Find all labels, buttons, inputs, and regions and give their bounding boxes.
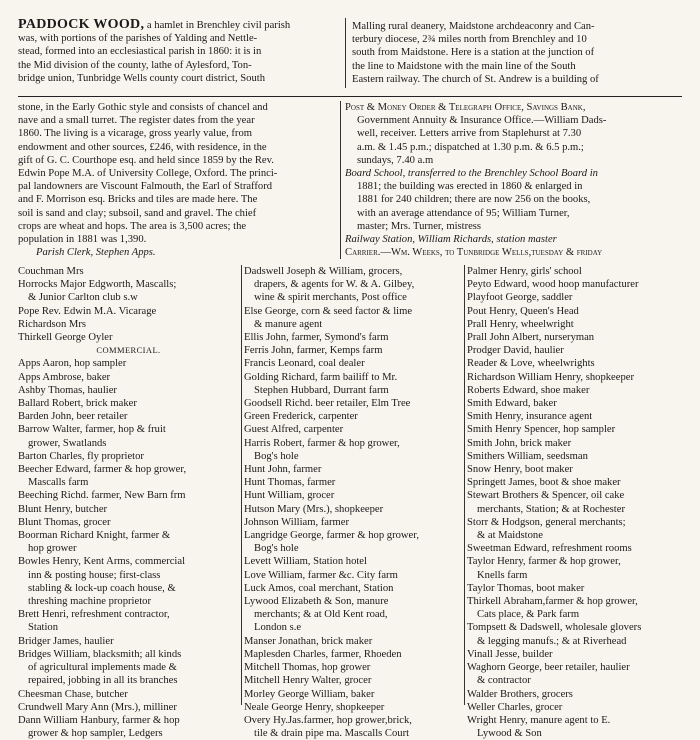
directory-divider-1	[241, 265, 242, 705]
directory-entry: Francis Leonard, coal dealer	[244, 358, 365, 370]
directory-entry: drapers, & agents for W. & A. Gilbey,	[254, 279, 415, 291]
directory-entry: Richardson William Henry, shopkeeper	[467, 371, 634, 383]
description-line: population in 1881 was 1,390.	[18, 234, 147, 246]
directory-entry: Langridge George, farmer & hop grower,	[244, 530, 419, 542]
directory-entry: inn & posting house; first-class	[28, 569, 161, 581]
directory-entry: Hunt Thomas, farmer	[244, 477, 336, 489]
directory-entry: London s.e	[254, 622, 302, 634]
directory-entry: Wright Henry, manure agent to E.	[467, 714, 611, 726]
office-line: Railway Station, William Richards, station master	[345, 234, 557, 246]
intro-line: bridge union, Tunbridge Wells county court district, South	[18, 72, 266, 84]
intro-first-line	[18, 18, 341, 32]
directory-entry: Ellis John, farmer, Symond's farm	[244, 332, 389, 344]
description-line: pal landowners are Viscount Falmouth, the Earl of Strafford	[18, 181, 273, 193]
directory-entry: Bridges William, blacksmith; all kinds	[18, 648, 182, 660]
directory-entry: Overy Hy.Jas.farmer, hop grower,brick,	[244, 714, 412, 726]
top-left-column	[18, 18, 341, 85]
directory-entry: Goodsell Richd. beer retailer, Elm Tree	[244, 398, 411, 410]
directory-entry: Love William, farmer &c. City farm	[244, 569, 398, 581]
intro-text: a hamlet in Brenchley civil parish	[144, 20, 291, 31]
directory-entry: Brett Henri, refreshment contractor,	[18, 609, 170, 621]
directory-entry: Bog's hole	[254, 543, 299, 555]
directory-entry: Luck Amos, coal merchant, Station	[244, 582, 394, 594]
intro-right-line: Malling rural deanery, Maidstone archdeaconry and Can-	[352, 21, 595, 32]
directory-entry: Prall Henry, wheelwright	[467, 318, 574, 330]
middle-column-divider	[340, 101, 341, 259]
directory-entry: Mitchell Thomas, hop grower	[244, 662, 371, 674]
directory-entry: Green Frederick, carpenter	[244, 411, 358, 423]
directory-entry: Morley George William, baker	[244, 688, 375, 700]
office-line: sundays, 7.40 a.m	[357, 154, 434, 166]
directory-entry: Weller Charles, grocer	[467, 701, 563, 713]
directory-entry: grower & hop sampler, Ledgers	[28, 728, 163, 740]
directory-entry: Reader & Love, wheelwrights	[467, 358, 595, 370]
directory-entry: Blunt Thomas, grocer	[18, 516, 111, 528]
office-line: Government Annuity & Insurance Office.—William Dads-	[357, 115, 607, 127]
directory-entry: Prodger David, haulier	[467, 345, 564, 357]
directory-entry: Thirkell Abraham,farmer & hop grower,	[467, 596, 638, 608]
directory-entry: Ballard Robert, brick maker	[18, 398, 137, 410]
description-line: nave and a small turret. The register dates from the year	[18, 115, 255, 127]
directory-entry: Knells farm	[477, 569, 528, 581]
directory-entry: hop grower	[28, 543, 77, 555]
directory-column-1	[18, 265, 239, 740]
office-line: Post & Money Order & Telegraph Office, Savings Bank,	[345, 102, 586, 113]
directory-entry: Ferris John, farmer, Kemps farm	[244, 345, 383, 357]
directory-entry: Maplesden Charles, farmer, Rhoeden	[244, 648, 402, 660]
directory-entry: Prall John Albert, nurseryman	[467, 332, 595, 344]
intro-right-line: south from Maidstone. Here is a station at the junction of	[352, 47, 595, 59]
directory-entry: Tompsett & Dadswell, wholesale glovers	[467, 622, 642, 634]
office-line: with an average attendance of 95; William Turner,	[357, 207, 570, 219]
description-line: gift of G. C. Courthope esq. and held since 1859 by the Rev.	[18, 154, 274, 166]
directory-entry: Bog's hole	[254, 450, 299, 462]
directory-entry: tile & drain pipe ma. Mascalls Court	[254, 728, 410, 740]
intro-line: the Mid division of the county, lathe of Aylesford, Ton-	[18, 59, 252, 71]
directory-entry: Roberts Edward, shoe maker	[467, 384, 590, 396]
directory-entry: Pope Rev. Edwin M.A. Vicarage	[18, 305, 157, 317]
directory-entry: Cheesman Chase, butcher	[18, 688, 128, 700]
directory-entry: Barrow Walter, farmer, hop & fruit	[18, 424, 166, 436]
directory-entry: Peyto Edward, wood hoop manufacturer	[467, 279, 639, 291]
directory-entry: Playfoot George, saddler	[467, 292, 573, 304]
place-title: PADDOCK WOOD,	[18, 18, 145, 32]
directory-entry: Dadswell Joseph & William, grocers,	[244, 266, 403, 277]
section-rule	[18, 96, 682, 97]
directory-entry: Mascalls farm	[28, 477, 89, 489]
directory-entry: Smith Edward, baker	[467, 398, 557, 410]
intro-line: was, with portions of the parishes of Yalding and Nettle-	[18, 33, 258, 45]
directory-entry: Snow Henry, boot maker	[467, 464, 573, 476]
office-line: 1881; the building was erected in 1860 & enlarged in	[357, 181, 583, 193]
directory-entry: Springett James, boot & shoe maker	[467, 477, 621, 489]
directory-entry: Station	[28, 622, 59, 634]
directory-entry: Barton Charles, fly proprietor	[18, 450, 144, 462]
directory-entry: Neale George Henry, shopkeeper	[244, 701, 385, 713]
directory-entry: Smith Henry Spencer, hop sampler	[467, 424, 616, 436]
description-line: stone, in the Early Gothic style and consists of chancel and	[18, 102, 268, 113]
office-line: Board School, transferred to the Brenchley School Board in	[345, 168, 598, 180]
directory-entry: Smith Henry, insurance agent	[467, 411, 593, 423]
directory-entry: Stephen Hubbard, Durrant farm	[254, 384, 389, 396]
intro-right-line: the line to Maidstone with the main line of the South	[352, 60, 576, 72]
directory-entry: merchants; & at Old Kent road,	[254, 609, 388, 621]
office-line: master; Mrs. Turner, mistress	[357, 220, 482, 232]
directory-divider-2	[464, 265, 465, 705]
directory-entry: Apps Ambrose, baker	[18, 371, 111, 383]
directory-entry: Harris Robert, farmer & hop grower,	[244, 437, 400, 449]
directory-entry: Bowles Henry, Kent Arms, commercial	[18, 556, 186, 568]
parish-clerk: Parish Clerk, Stephen Apps.	[36, 247, 156, 259]
directory-entry: Storr & Hodgson, general merchants;	[467, 516, 626, 528]
directory-column-3	[467, 265, 685, 740]
top-column-divider	[345, 18, 346, 88]
directory-entry: Walder Brothers, grocers	[467, 688, 573, 700]
description-line: endowment and other sources, £246, with residence, in the	[18, 141, 267, 153]
directory-entry: Hunt John, farmer	[244, 464, 322, 476]
intro-line: stead, formed into an ecclesiastical parish in 1860: it is in	[18, 46, 262, 58]
intro-right-line: Eastern railway. The church of St. Andrew is a building of	[352, 73, 599, 85]
directory-entry: stabling & lock-up coach house, &	[28, 582, 176, 594]
directory-entry: Vinall Jesse, builder	[467, 648, 553, 660]
directory-entry: Taylor Henry, farmer & hop grower,	[467, 556, 621, 568]
directory-entry: Golding Richard, farm bailiff to Mr.	[244, 371, 398, 383]
directory-column-2	[244, 265, 462, 740]
office-line: a.m. & 1.45 p.m.; dispatched at 1.30 p.m. & 6.5 p.m.;	[357, 141, 584, 153]
directory-entry: Guest Alfred, carpenter	[244, 424, 344, 436]
description-line: soil is sand and clay; subsoil, sand and gravel. The chief	[18, 207, 257, 219]
directory-entry: Else George, corn & seed factor & lime	[244, 305, 413, 317]
directory-entry: grower, Swatlands	[28, 437, 107, 449]
directory-entry: Smithers William, seedsman	[467, 450, 588, 462]
directory-entry: Thirkell George Oyler	[18, 332, 113, 344]
directory-entry: Crundwell Mary Ann (Mrs.), milliner	[18, 701, 177, 713]
directory-entry: merchants, Station; & at Rochester	[477, 503, 625, 515]
office-line: 1881 for 240 children; there are now 256 on the books,	[357, 194, 591, 206]
description-line: and F. Morrison esq. Bricks and tiles are made here. The	[18, 194, 258, 206]
directory-entry: Bridger James, haulier	[18, 635, 114, 647]
directory-entry: Couchman Mrs	[18, 266, 84, 277]
directory-entry: Blunt Henry, butcher	[18, 503, 108, 515]
directory-entry: Barden John, beer retailer	[18, 411, 128, 423]
directory-entry: Hutson Mary (Mrs.), shopkeeper	[244, 503, 384, 515]
office-line: well, receiver. Letters arrive from Staplehurst at 7.30	[357, 128, 582, 140]
directory-entry: Boorman Richard Knight, farmer &	[18, 530, 171, 542]
office-line: Carrier.—Wm. Weeks, to Tunbridge Wells,tuesday & friday	[345, 247, 603, 259]
directory-entry: Ashby Thomas, haulier	[18, 384, 117, 396]
directory-entry: Lywood & Son	[477, 728, 542, 740]
directory-entry: Apps Aaron, hop sampler	[18, 358, 127, 370]
directory-entry: Lywood Elizabeth & Son, manure	[244, 596, 389, 608]
directory-entry: Waghorn George, beer retailer, haulier	[467, 662, 630, 674]
directory-entry: Taylor Thomas, boot maker	[467, 582, 585, 594]
directory-entry: wine & spirit merchants, Post office	[254, 292, 407, 304]
directory-entry: Smith John, brick maker	[467, 437, 572, 449]
top-right-column	[352, 18, 682, 86]
directory-entry: & Junior Carlton club s.w	[28, 292, 138, 304]
directory-entry: Sweetman Edward, refreshment rooms	[467, 543, 632, 555]
directory-entry: & contractor	[477, 675, 531, 687]
section-heading: COMMERCIAL.	[96, 345, 161, 356]
directory-entry: Beeching Richd. farmer, New Barn frm	[18, 490, 186, 502]
middle-left-column	[18, 101, 336, 259]
directory-entry: Levett William, Station hotel	[244, 556, 367, 568]
directory-entry: Cats place, & Park farm	[477, 609, 580, 621]
directory-entry: Pout Henry, Queen's Head	[467, 305, 579, 317]
directory-entry: & legging manufs.; & at Riverhead	[477, 635, 627, 647]
description-line: Edwin Pope M.A. of University College, Oxford. The princi-	[18, 168, 278, 180]
directory-entry: Richardson Mrs	[18, 318, 86, 330]
directory-entry: Mitchell Henry Walter, grocer	[244, 675, 372, 687]
directory-entry: Manser Jonathan, brick maker	[244, 635, 373, 647]
directory-entry: Beecher Edward, farmer & hop grower,	[18, 464, 187, 476]
intro-right-line: terbury diocese, 2¾ miles north from Brenchley and 10	[352, 34, 587, 46]
directory-entry: Johnson William, farmer	[244, 516, 350, 528]
directory-entry: Stewart Brothers & Spencer, oil cake	[467, 490, 625, 502]
directory-entry: & at Maidstone	[477, 530, 543, 542]
middle-right-column	[345, 101, 682, 259]
description-line: crops are wheat and hops. The area is 3,500 acres; the	[18, 220, 247, 232]
directory-entry: Hunt William, grocer	[244, 490, 335, 502]
directory-entry: Palmer Henry, girls' school	[467, 266, 582, 277]
directory-entry: Horrocks Major Edgworth, Mascalls;	[18, 279, 177, 291]
directory-entry: of agricultural implements made &	[28, 662, 177, 674]
directory-entry: repaired, jobbing in all its branches	[28, 675, 178, 687]
description-line: 1860. The living is a vicarage, gross yearly value, from	[18, 128, 252, 140]
directory-entry: & manure agent	[254, 318, 323, 330]
directory-entry: threshing machine proprietor	[28, 596, 151, 608]
directory-entry: Dann William Hanbury, farmer & hop	[18, 714, 180, 726]
